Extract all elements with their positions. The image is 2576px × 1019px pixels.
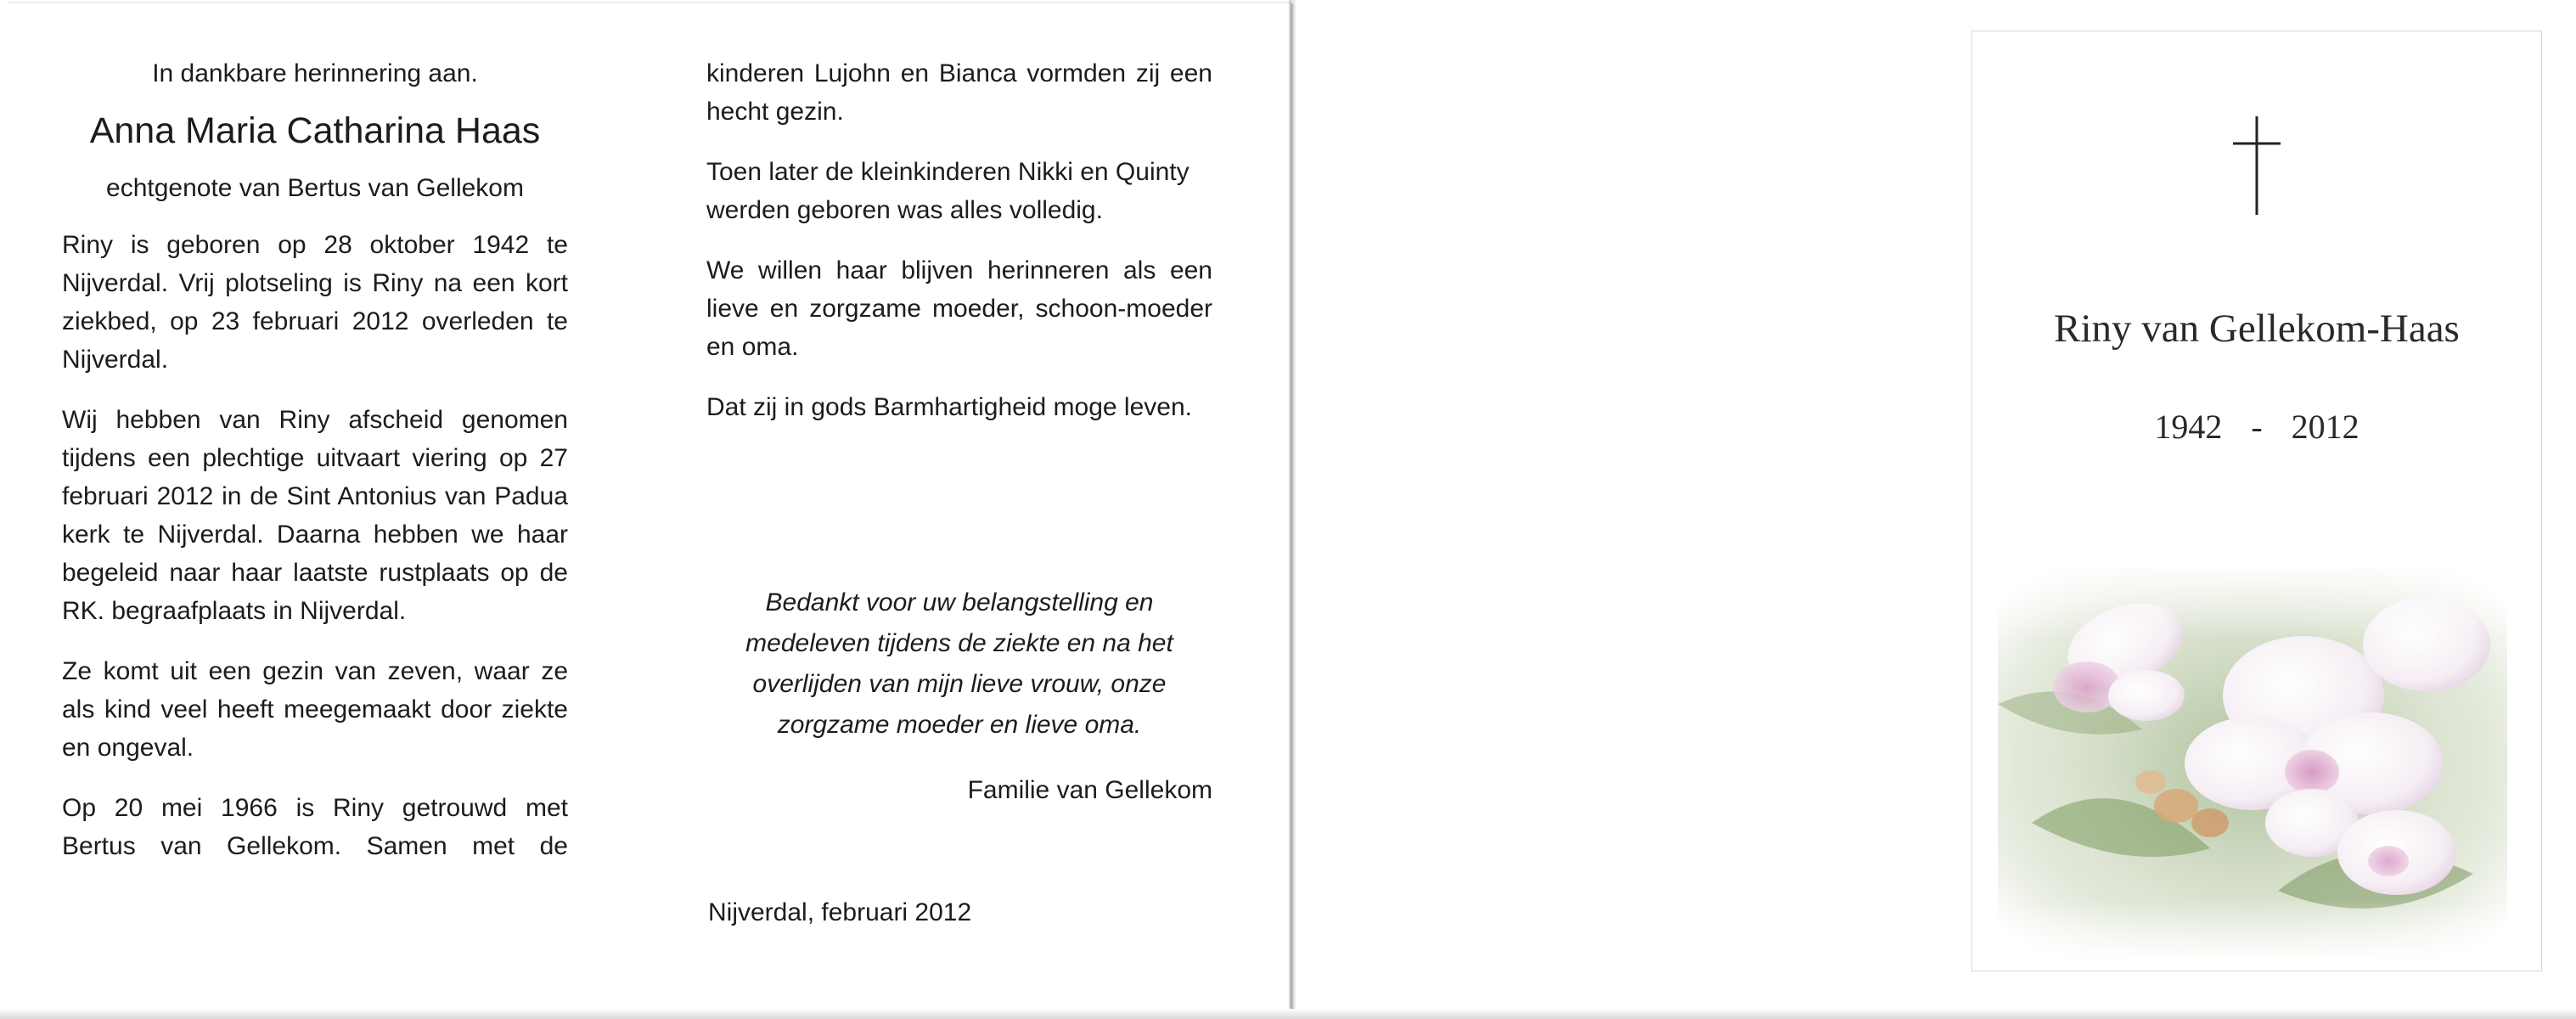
fold-shadow bbox=[1289, 0, 1297, 1019]
intro-text: In dankbare herinnering aan. bbox=[152, 59, 478, 87]
thank-you-text: Bedankt voor uw belangstelling en medeleven tijdens de ziekte en na het overlijden van mijn lieve vrouw, onze zorgzame moeder en lieve oma. bbox=[745, 588, 1173, 739]
birth-year: 1942 bbox=[2154, 408, 2223, 446]
deceased-full-name: Anna Maria Catharina Haas bbox=[89, 110, 541, 151]
paragraph: Toen later de kleinkinderen Nikki en Quinty werden geboren was alles volledig. bbox=[706, 158, 1190, 224]
family-signature: Familie van Gellekom bbox=[967, 776, 1212, 804]
left-text-column bbox=[62, 54, 568, 887]
paragraph: Ze komt uit een gezin van zeven, waar ze als kind veel heeft meegemaakt door ziekte en ongeval. bbox=[62, 657, 568, 762]
paragraph: Riny is geboren op 28 oktober 1942 te Nijverdal. Vrij plotseling is Riny na een kort ziekbed, op 23 februari 2012 overleden te Nijverdal. bbox=[62, 231, 568, 374]
death-year: 2012 bbox=[2291, 408, 2359, 446]
paragraph: Wij hebben van Riny afscheid genomen tijdens een plechtige uitvaart viering op 27 februari 2012 in de Sint Antonius van Padua kerk te Nijverdal. Daarna hebben we haar begeleid naar haar laatste rustplaats op de RK. begraafplaats in Nijverdal. bbox=[62, 406, 568, 625]
spouse-line: echtgenote van Bertus van Gellekom bbox=[106, 174, 524, 202]
card-front-cover bbox=[1971, 31, 2542, 971]
page-bottom-edge bbox=[0, 1009, 2576, 1019]
right-text-column bbox=[706, 54, 1212, 448]
year-separator: - bbox=[2251, 408, 2263, 446]
paragraph: We willen haar blijven herinneren als een lieve en zorgzame moeder, schoon-moeder en oma. bbox=[706, 256, 1212, 361]
place-date: Nijverdal, februari 2012 bbox=[708, 898, 972, 926]
cover-name: Riny van Gellekom-Haas bbox=[2054, 307, 2460, 351]
paragraph: Dat zij in gods Barmhartigheid moge leven. bbox=[706, 393, 1192, 421]
cover-years bbox=[1972, 405, 2541, 449]
cross-icon bbox=[2231, 116, 2282, 215]
paragraph: Op 20 mei 1966 is Riny getrouwd met Bertus van Gellekom. Samen met de bbox=[62, 794, 568, 860]
paragraph: kinderen Lujohn en Bianca vormden zij een hecht gezin. bbox=[706, 59, 1212, 126]
orchid-flowers-image bbox=[1998, 568, 2507, 959]
